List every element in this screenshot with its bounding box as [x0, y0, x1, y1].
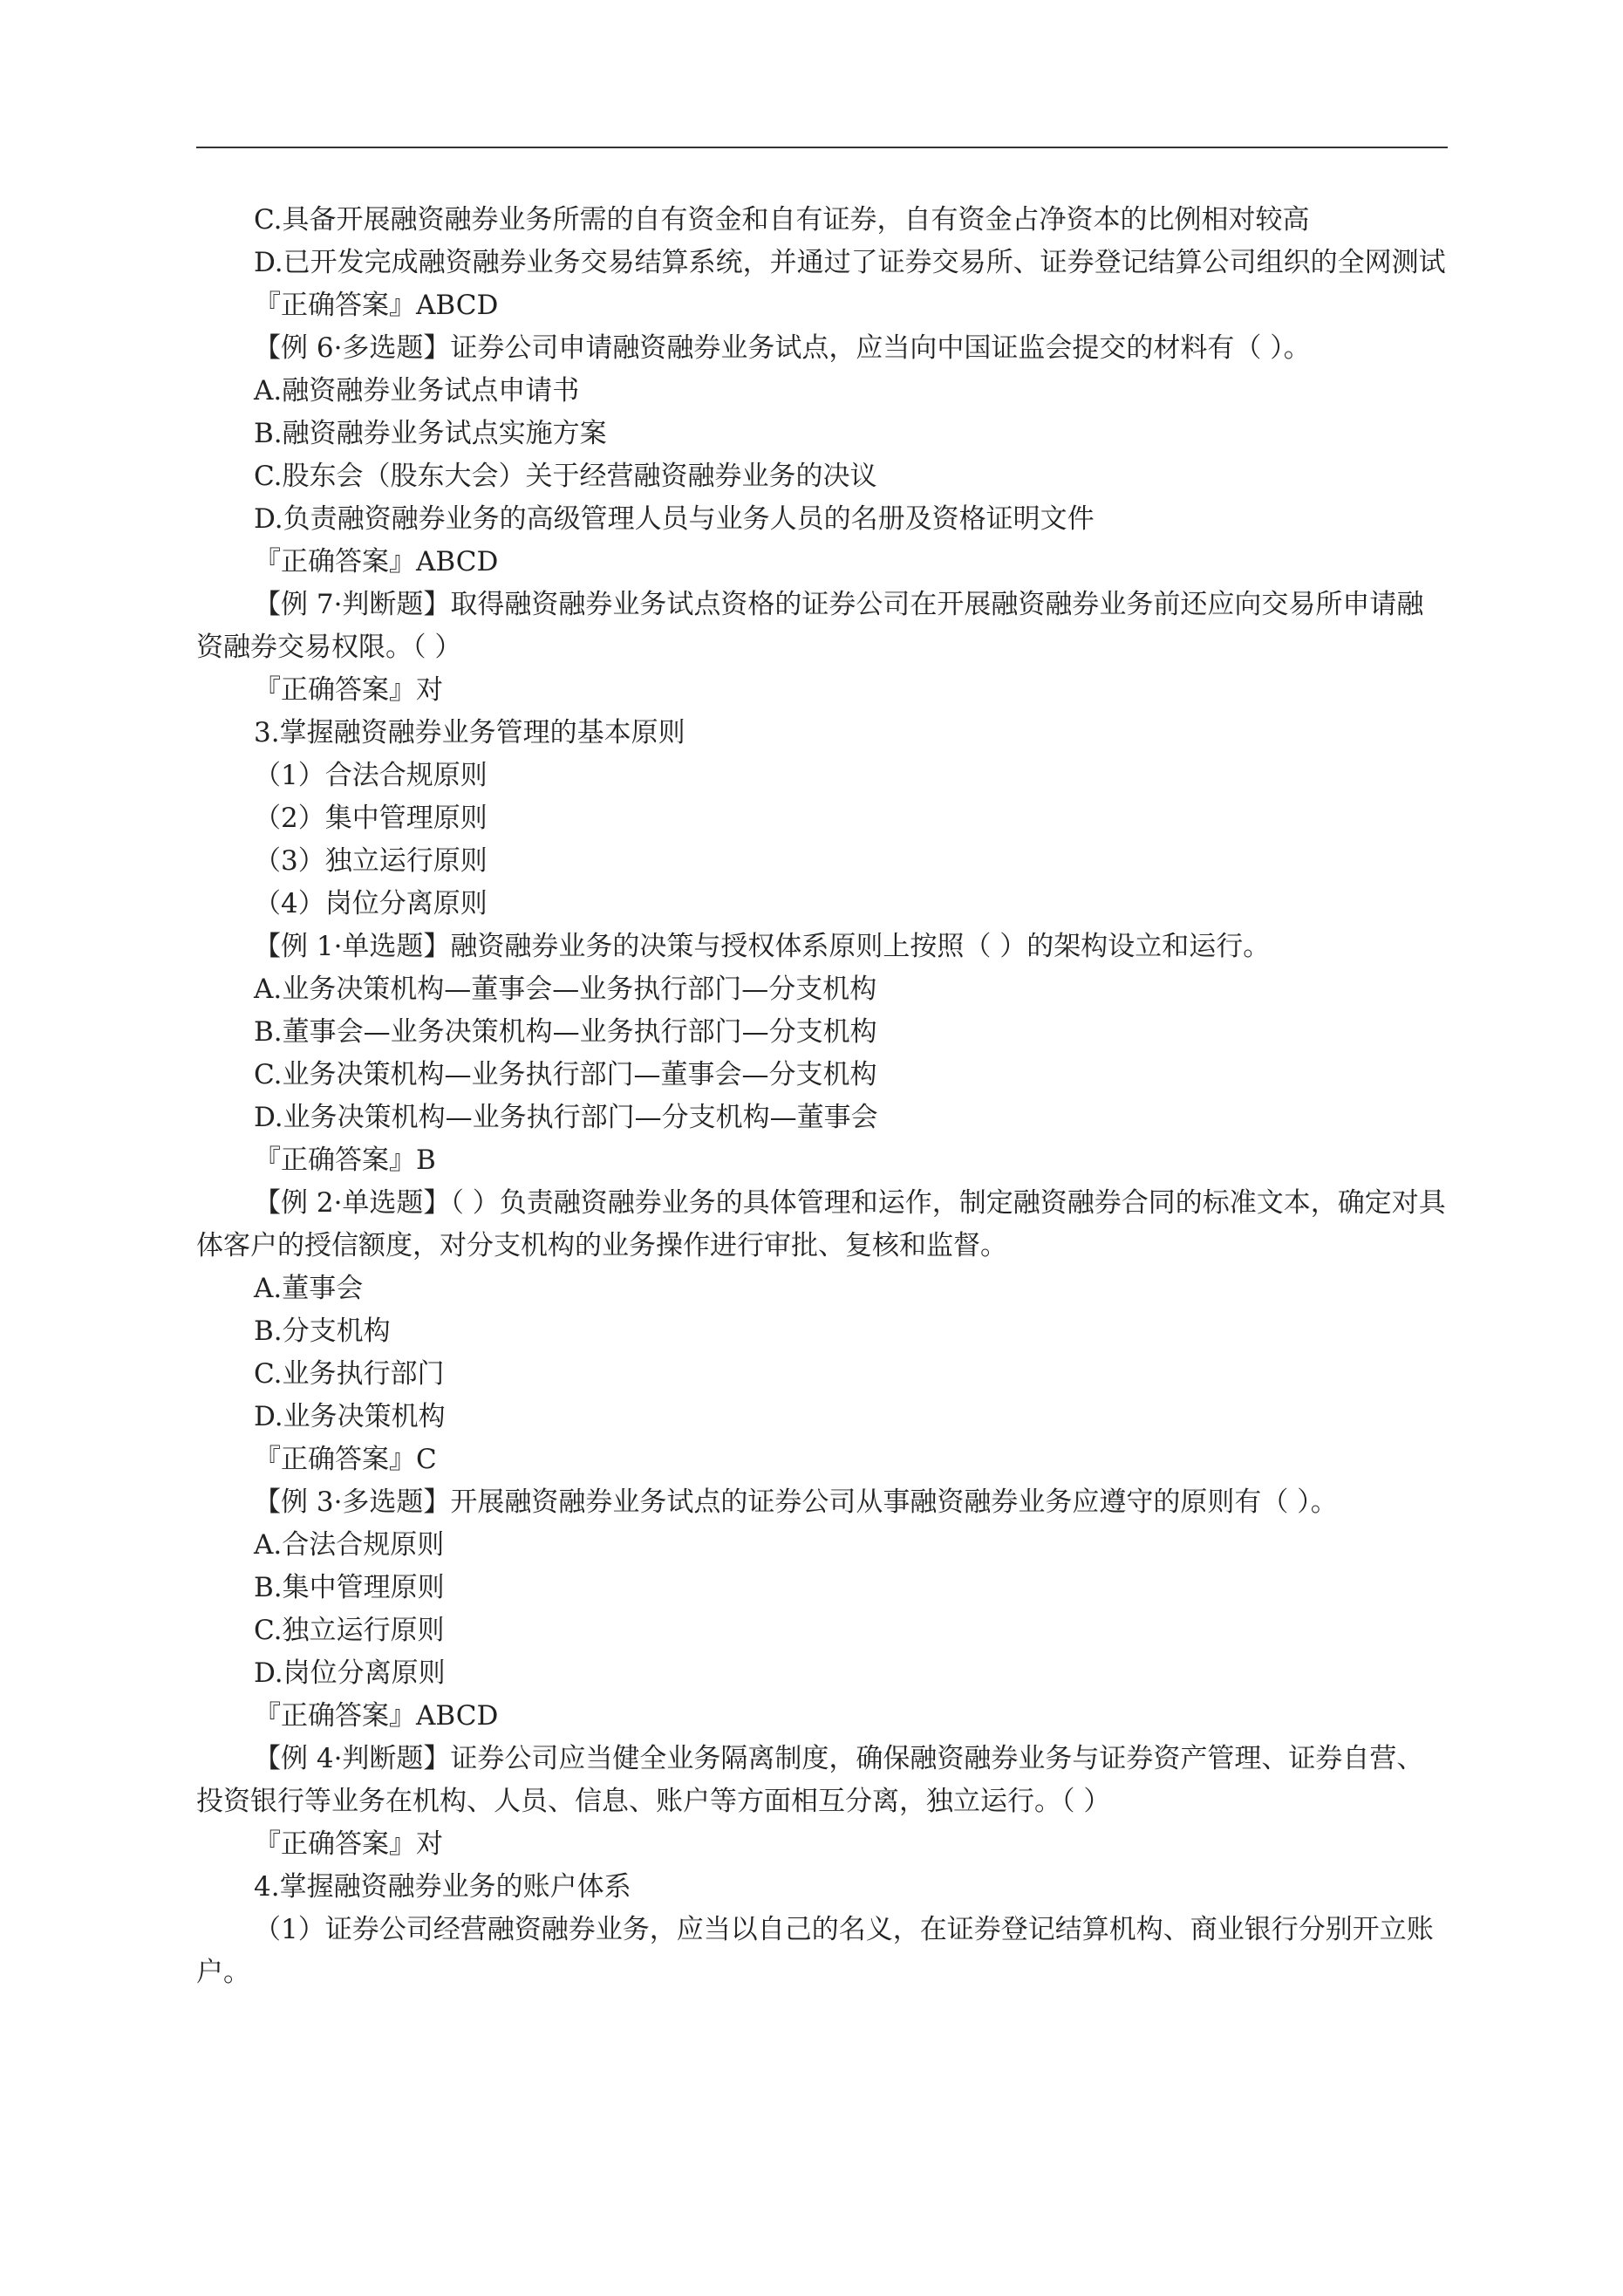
paragraph: （1）证券公司经营融资融券业务，应当以自己的名义，在证券登记结算机构、商业银行分别开立账户。 — [196, 1914, 1434, 1988]
paragraph: C.具备开展融资融券业务所需的自有资金和自有证券，自有资金占净资本的比例相对较高 — [254, 204, 1310, 236]
option-line: D.业务决策机构 — [254, 1401, 446, 1432]
section-heading: 3.掌握融资融券业务管理的基本原则 — [254, 717, 685, 748]
document-body — [196, 199, 1448, 1994]
option-line: A.董事会 — [254, 1273, 364, 1304]
question-line: 【例 7·判断题】取得融资融券业务试点资格的证券公司在开展融资融券业务前还应向交易所申请融资融券交易权限。（ ） — [196, 589, 1424, 663]
option-line: D.业务决策机构—业务执行部门—分支机构—董事会 — [254, 1102, 878, 1133]
answer-line: 『正确答案』B — [254, 1145, 436, 1176]
option-line: D.负责融资融券业务的高级管理人员与业务人员的名册及资格证明文件 — [254, 503, 1095, 535]
header-rule — [196, 147, 1448, 148]
option-line: C.业务执行部门 — [254, 1358, 445, 1390]
option-line: D.岗位分离原则 — [254, 1657, 446, 1689]
answer-line: 『正确答案』C — [254, 1444, 437, 1475]
option-line: B.融资融券业务试点实施方案 — [254, 418, 607, 449]
option-line: C.独立运行原则 — [254, 1615, 445, 1646]
option-line: B.董事会—业务决策机构—业务执行部门—分支机构 — [254, 1016, 877, 1048]
section-heading: 4.掌握融资融券业务的账户体系 — [254, 1871, 631, 1903]
question-line: 【例 1·单选题】融资融券业务的决策与授权体系原则上按照（ ）的架构设立和运行。 — [254, 931, 1271, 962]
option-line: B.集中管理原则 — [254, 1572, 445, 1603]
question-line: 【例 4·判断题】证券公司应当健全业务隔离制度，确保融资融券业务与证券资产管理、证券自营、投资银行等业务在机构、人员、信息、账户等方面相互分离，独立运行。（ ） — [196, 1743, 1424, 1817]
question-line: 【例 2·单选题】（ ）负责融资融券业务的具体管理和运作，制定融资融券合同的标准文本，确定对具体客户的授信额度，对分支机构的业务操作进行审批、复核和监督。 — [196, 1187, 1446, 1261]
list-item: （3）独立运行原则 — [254, 845, 488, 877]
list-item: （1）合法合规原则 — [254, 760, 488, 791]
option-line: A.融资融券业务试点申请书 — [254, 375, 580, 407]
list-item: （4）岗位分离原则 — [254, 888, 488, 919]
option-line: C.业务决策机构—业务执行部门—董事会—分支机构 — [254, 1059, 877, 1090]
answer-line: 『正确答案』ABCD — [254, 290, 499, 321]
question-line: 【例 6·多选题】证券公司申请融资融券业务试点，应当向中国证监会提交的材料有（ ）。 — [254, 332, 1311, 364]
answer-line: 『正确答案』ABCD — [254, 1700, 499, 1732]
answer-line: 『正确答案』ABCD — [254, 546, 499, 577]
list-item: （2）集中管理原则 — [254, 803, 488, 834]
answer-line: 『正确答案』对 — [254, 1828, 443, 1860]
paragraph: D.已开发完成融资融券业务交易结算系统，并通过了证券交易所、证券登记结算公司组织的全网测试 — [254, 247, 1446, 278]
answer-line: 『正确答案』对 — [254, 674, 443, 706]
option-line: B.分支机构 — [254, 1315, 391, 1347]
option-line: A.合法合规原则 — [254, 1529, 445, 1561]
option-line: C.股东会（股东大会）关于经营融资融券业务的决议 — [254, 461, 877, 492]
option-line: A.业务决策机构—董事会—业务执行部门—分支机构 — [254, 974, 877, 1005]
question-line: 【例 3·多选题】开展融资融券业务试点的证券公司从事融资融券业务应遵守的原则有（ ）。 — [254, 1486, 1338, 1518]
